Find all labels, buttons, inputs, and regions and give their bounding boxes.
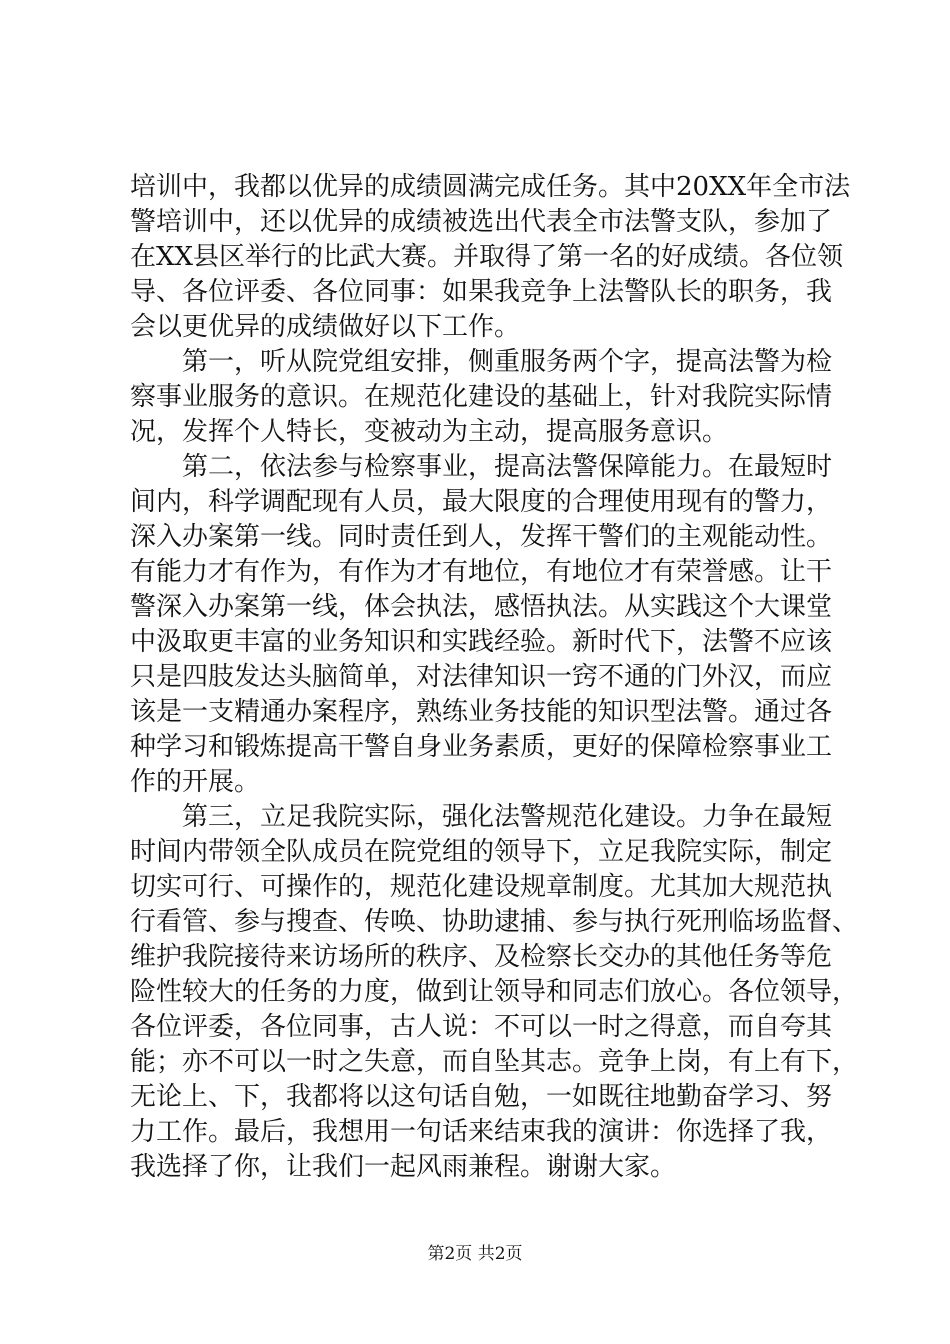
text-line: 在XX县区举行的比武大赛。并取得了第一名的好成绩。各位领 <box>130 242 844 272</box>
text-line: 中汲取更丰富的业务知识和实践经验。新时代下，法警不应该 <box>130 627 833 657</box>
text-line: 行看管、参与搜查、传唤、协助逮捕、参与执行死刑临场监督、 <box>130 907 859 937</box>
paragraph-3 <box>130 450 833 800</box>
text-line: 有能力才有作为，有作为才有地位，有地位才有荣誉感。让干 <box>130 557 833 587</box>
text-line: 无论上、下，我都将以这句话自勉，一如既往地勤奋学习、努 <box>130 1082 833 1112</box>
text-line: 培训中，我都以优异的成绩圆满完成任务。其中20XX年全市法 <box>130 172 851 202</box>
text-line: 察事业服务的意识。在规范化建设的基础上，针对我院实际情 <box>130 382 833 412</box>
text-line: 能；亦不可以一时之失意，而自坠其志。竞争上岗，有上有下， <box>130 1047 859 1077</box>
text-line: 只是四肢发达头脑简单，对法律知识一窍不通的门外汉，而应 <box>130 662 833 692</box>
text-line: 警深入办案第一线，体会执法，感悟执法。从实践这个大课堂 <box>130 592 833 622</box>
text-line: 第一，听从院党组安排，侧重服务两个字，提高法警为检 <box>182 347 833 377</box>
text-line: 况，发挥个人特长，变被动为主动，提高服务意识。 <box>130 417 729 447</box>
text-line: 险性较大的任务的力度，做到让领导和同志们放心。各位领导， <box>130 977 859 1007</box>
text-line: 各位评委，各位同事，古人说：不可以一时之得意，而自夸其 <box>130 1012 833 1042</box>
text-line: 力工作。最后，我想用一句话来结束我的演讲：你选择了我， <box>130 1117 833 1147</box>
paragraph-1 <box>130 170 851 345</box>
text-line: 作的开展。 <box>130 767 261 797</box>
document-body <box>130 170 859 1185</box>
text-line: 警培训中，还以优异的成绩被选出代表全市法警支队，参加了 <box>130 207 833 237</box>
text-line: 该是一支精通办案程序，熟练业务技能的知识型法警。通过各 <box>130 697 833 727</box>
text-line: 时间内带领全队成员在院党组的领导下，立足我院实际，制定 <box>130 837 833 867</box>
text-line: 深入办案第一线。同时责任到人，发挥干警们的主观能动性。 <box>130 522 833 552</box>
page-footer <box>0 1243 950 1265</box>
text-line: 会以更优异的成绩做好以下工作。 <box>130 312 521 342</box>
text-line: 导、各位评委、各位同事：如果我竞争上法警队长的职务，我 <box>130 277 833 307</box>
paragraph-2 <box>130 345 833 450</box>
text-line: 第二，依法参与检察事业，提高法警保障能力。在最短时 <box>182 452 833 482</box>
text-line: 切实可行、可操作的，规范化建设规章制度。尤其加大规范执 <box>130 872 833 902</box>
text-line: 维护我院接待来访场所的秩序、及检察长交办的其他任务等危 <box>130 942 833 972</box>
text-line: 种学习和锻炼提高干警自身业务素质，更好的保障检察事业工 <box>130 732 833 762</box>
text-line: 第三，立足我院实际，强化法警规范化建设。力争在最短 <box>182 802 833 832</box>
paragraph-4 <box>130 800 859 1185</box>
page-number: 第2页 共2页 <box>427 1244 523 1264</box>
text-line: 我选择了你，让我们一起风雨兼程。谢谢大家。 <box>130 1152 677 1182</box>
text-line: 间内，科学调配现有人员，最大限度的合理使用现有的警力， <box>130 487 833 517</box>
